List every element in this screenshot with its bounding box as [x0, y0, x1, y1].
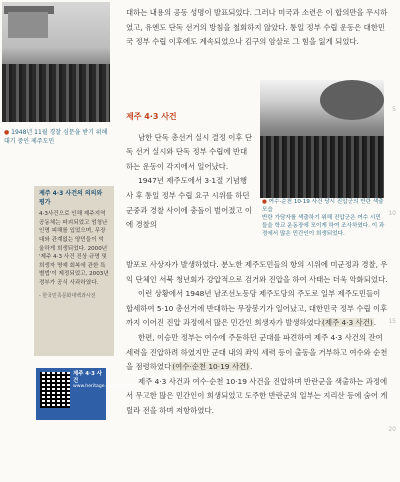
photo2-caption-title: 여수·순천 10·19 사건 당시 진압군의 반란 색출 모습	[262, 199, 384, 213]
historical-photo-police-interrogation	[2, 2, 110, 122]
caption-bullet-icon: ●	[4, 129, 10, 136]
line-number-10: 10	[388, 210, 396, 217]
paragraph-6: 제주 4·3 사건과 여수·순천 10·19 사건을 진압하며 반란군을 색출하는 과정에서 무고한 많은 민간인이 희생되었고 도주한 반란군의 일부는 지리산 등에 숨어 게릴라 전을 하며 저항하였다.	[126, 376, 388, 415]
paragraph-1: 대하는 내용의 공동 성명이 발표되었다. 그러나 미국과 소련은 이 합의만을 무시하였고, 유엔도 단독 선거의 방침을 철회하지 않았다. 통일 정부 수립 운동은 대한민국 정부 수립 이후에도 계속되었으나 김구의 암살로 그 힘을 잃게 되었다.	[126, 8, 388, 47]
qr-url[interactable]: www.heritage.go.kr/heri/cul/...	[73, 384, 143, 390]
highlight-jeju-43: (제주 4·3 사건)	[321, 318, 373, 328]
paragraph-5-text: 한편, 이승만 정부는 여수에 주둔하던 군대를 파견하여 제주 4·3 사건의 잔여 세력을 진압하려 하였지만 군대 내의 좌익 세력 등이 출동을 거부하고 여수와 순천을 점령하였다	[126, 332, 388, 372]
paragraph-4-text: 이런 상황에서 1948년 남조선노동당 제주도당의 주도로 일부 제주도민들이 합세하여 5·10 총선거에 반대하는 무장봉기가 일어났고, 대한민국 정부 수립 이후까지 이어진 진압 과정에서 많은 민간인 희생자가 발생하였다	[126, 289, 388, 328]
section-title: 제주 4·3 사건	[126, 112, 177, 121]
caption-bullet-icon: ●	[262, 199, 267, 205]
qr-link-text	[73, 371, 143, 391]
qr-title: 제주 4·3 사건	[73, 371, 102, 384]
sidebar-note-text: 4·3사건으로 인해 제주지역 공동체는 파괴되었고 엄청난 인명 피해를 입었으며, 무장대와 관계없는 양민들이 억울하게 희생되었다. 2000년 '제주 4·3 사건 진상 규명 및 희생자 명예 회복에 관한 특별법'이 제정되었고, 2003년 정부가 공식 사과하였다.	[39, 211, 109, 286]
qr-code-icon[interactable]	[40, 372, 70, 408]
line-number-20: 20	[388, 426, 396, 433]
photo-caption-1	[4, 128, 110, 146]
paragraph-3b: 발포로 사상자가 발생하였다. 분노한 제주도민들의 항의 시위에 미군정과 경찰, 우익 단체인 서북 청년회가 강압적으로 검거와 진압을 하여 사태는 더욱 악화되었다.	[126, 260, 388, 284]
photo2-caption-text: 반란 가담자를 색출하기 위해 진압군은 여수 시민들을 학교 운동장에 모이게 하여 조사하였다. 이 과정에서 많은 민간인이 희생되었다.	[262, 215, 385, 237]
building	[8, 12, 48, 38]
sidebar-note-box	[34, 186, 114, 356]
paragraph-2: 남한 단독 총선거 실시 결정 이후 단독 선거 실시와 단독 정부 수립에 반대하는 운동이 각지에서 일어났다.	[126, 132, 253, 171]
paragraph-4: 이런 상황에서 1948년 남조선노동당 제주도당의 주도로 일부 제주도민들이 합세하여 5·10 총선거에 반대하는 무장봉기가 일어났고, 대한민국 정부 수립 이후까지 이어진 진압 과정에서 많은 민간인 희생자가 발생하였다(제주 4·3 사건).	[126, 289, 388, 328]
photo-caption-text: 1948년 11월 경찰 심문을 받기 위해 대기 중인 제주도민	[4, 129, 108, 145]
highlight-yeosu-suncheon: (여수·순천 10·19 사건)	[172, 362, 249, 372]
main-text-wrapped	[126, 100, 254, 233]
waiting-crowd	[2, 64, 110, 122]
photo-caption-2	[262, 198, 386, 238]
assembled-crowd	[260, 136, 384, 198]
left-column	[0, 0, 143, 482]
smoke-cloud	[320, 80, 384, 120]
main-text-top	[126, 6, 388, 50]
paragraph-3a: 1947년 제주도에서 3·1절 기념행사 후 통일 정부 수립 요구 시위를 하던 군중과 경찰 사이에 충돌이 벌어졌고 이에 경찰의	[126, 176, 252, 230]
paragraph-5: 한편, 이승만 정부는 여수에 주둔하던 군대를 파견하여 제주 4·3 사건의 잔여 세력을 진압하려 하였지만 군대 내의 좌익 세력 등이 출동을 거부하고 여수와 순천을 점령하였다(여수·순천 10·19 사건).	[126, 332, 388, 372]
line-number-5: 5	[392, 106, 396, 113]
historical-photo-yeosu-suncheon	[260, 80, 384, 198]
main-text-bottom	[126, 258, 388, 419]
sidebar-note-title: 제주 4·3 사건의 의의와 평가	[39, 190, 103, 206]
sidebar-note-source: - 한국민족문화대백과사전	[39, 292, 96, 299]
line-number-15: 15	[388, 318, 396, 325]
